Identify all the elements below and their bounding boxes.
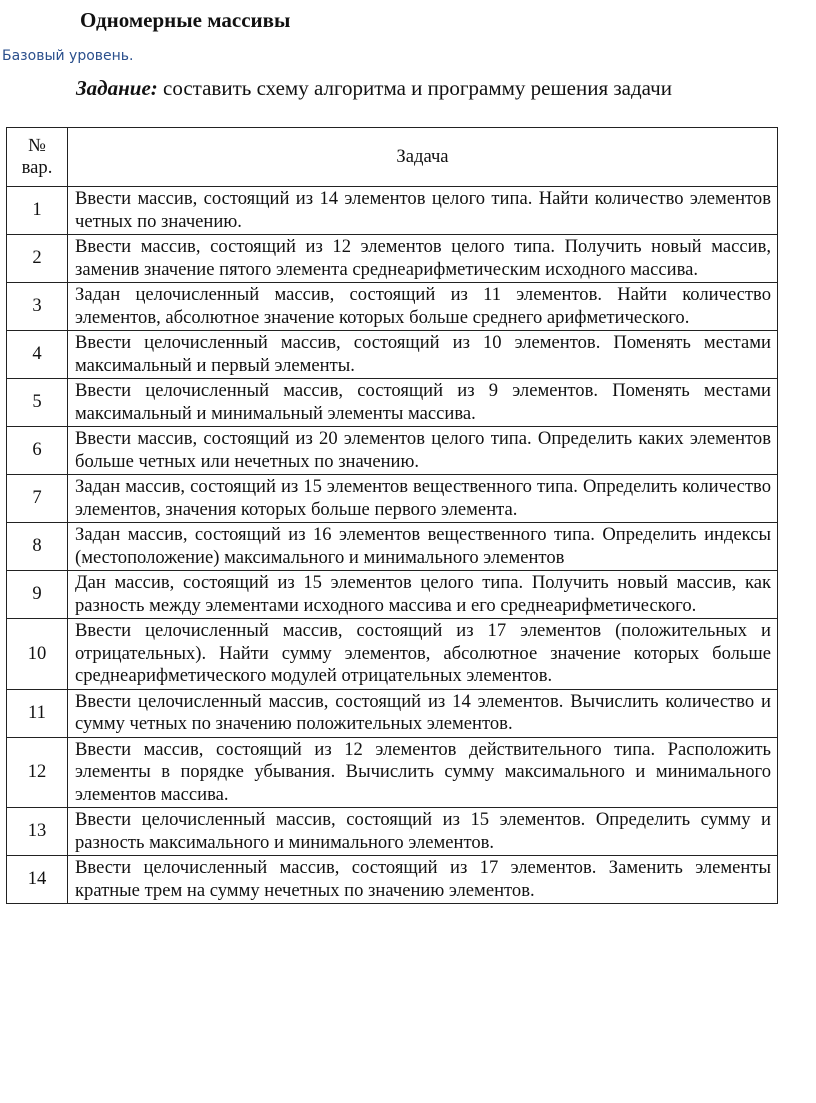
table-row [7,523,778,571]
table-row [7,187,778,235]
variant-number: 8 [7,523,68,571]
variant-number: 13 [7,808,68,856]
page-title: Одномерные массивы [80,8,291,32]
variant-number: 14 [7,856,68,904]
table-row [7,283,778,331]
variant-number: 7 [7,475,68,523]
table-row [7,808,778,856]
variant-number: 2 [7,235,68,283]
variant-number: 11 [7,689,68,737]
variant-number: 5 [7,379,68,427]
level-subtitle: Базовый уровень. [2,48,134,64]
table-row [7,475,778,523]
task-description: Задан массив, состоящий из 15 элементов вещественного типа. Определить количество элементов, значения которых больше первого элемента. [68,475,778,523]
task-description: Ввести целочисленный массив, состоящий из 14 элементов. Вычислить количество и сумму четных по значению положительных элементов. [68,689,778,737]
task-label: Задание: [76,76,158,100]
task-text: составить схему алгоритма и программу решения задачи [157,76,672,100]
task-description: Ввести массив, состоящий из 12 элементов целого типа. Получить новый массив, заменив значение пятого элемента среднеарифметическим исходного массива. [68,235,778,283]
table-row [7,619,778,690]
column-header-number: № вар. [7,128,68,187]
task-description: Ввести целочисленный массив, состоящий из 15 элементов. Определить сумму и разность максимального и минимального элементов. [68,808,778,856]
tasks-table [6,127,778,904]
table-row [7,571,778,619]
variant-number: 1 [7,187,68,235]
task-statement [76,76,672,101]
variant-number: 9 [7,571,68,619]
table-row [7,427,778,475]
task-description: Задан массив, состоящий из 16 элементов вещественного типа. Определить индексы (местоположение) максимального и минимального элементов [68,523,778,571]
task-description: Ввести целочисленный массив, состоящий из 17 элементов (положительных и отрицательных). Найти сумму элементов, абсолютное значение которых больше среднеарифметического модулей отрицательных элементов. [68,619,778,690]
task-description: Ввести массив, состоящий из 20 элементов целого типа. Определить каких элементов больше четных или нечетных по значению. [68,427,778,475]
task-description: Дан массив, состоящий из 15 элементов целого типа. Получить новый массив, как разность между элементами исходного массива и его среднеарифметического. [68,571,778,619]
variant-number: 4 [7,331,68,379]
task-description: Ввести целочисленный массив, состоящий из 10 элементов. Поменять местами максимальный и первый элементы. [68,331,778,379]
column-header-task: Задача [68,128,778,187]
table-row [7,689,778,737]
task-description: Ввести целочисленный массив, состоящий из 17 элементов. Заменить элементы кратные трем на сумму нечетных по значению элементов. [68,856,778,904]
variant-number: 3 [7,283,68,331]
variant-number: 10 [7,619,68,690]
table-row [7,856,778,904]
variant-number: 12 [7,737,68,808]
table-row [7,379,778,427]
task-description: Ввести массив, состоящий из 14 элементов целого типа. Найти количество элементов четных по значению. [68,187,778,235]
task-description: Задан целочисленный массив, состоящий из 11 элементов. Найти количество элементов, абсолютное значение которых больше среднего арифметического. [68,283,778,331]
task-description: Ввести целочисленный массив, состоящий из 9 элементов. Поменять местами максимальный и минимальный элементы массива. [68,379,778,427]
table-header-row [7,128,778,187]
table-row [7,737,778,808]
task-description: Ввести массив, состоящий из 12 элементов действительного типа. Расположить элементы в порядке убывания. Вычислить сумму максимального и минимального элементов массива. [68,737,778,808]
table-row [7,235,778,283]
table-row [7,331,778,379]
variant-number: 6 [7,427,68,475]
